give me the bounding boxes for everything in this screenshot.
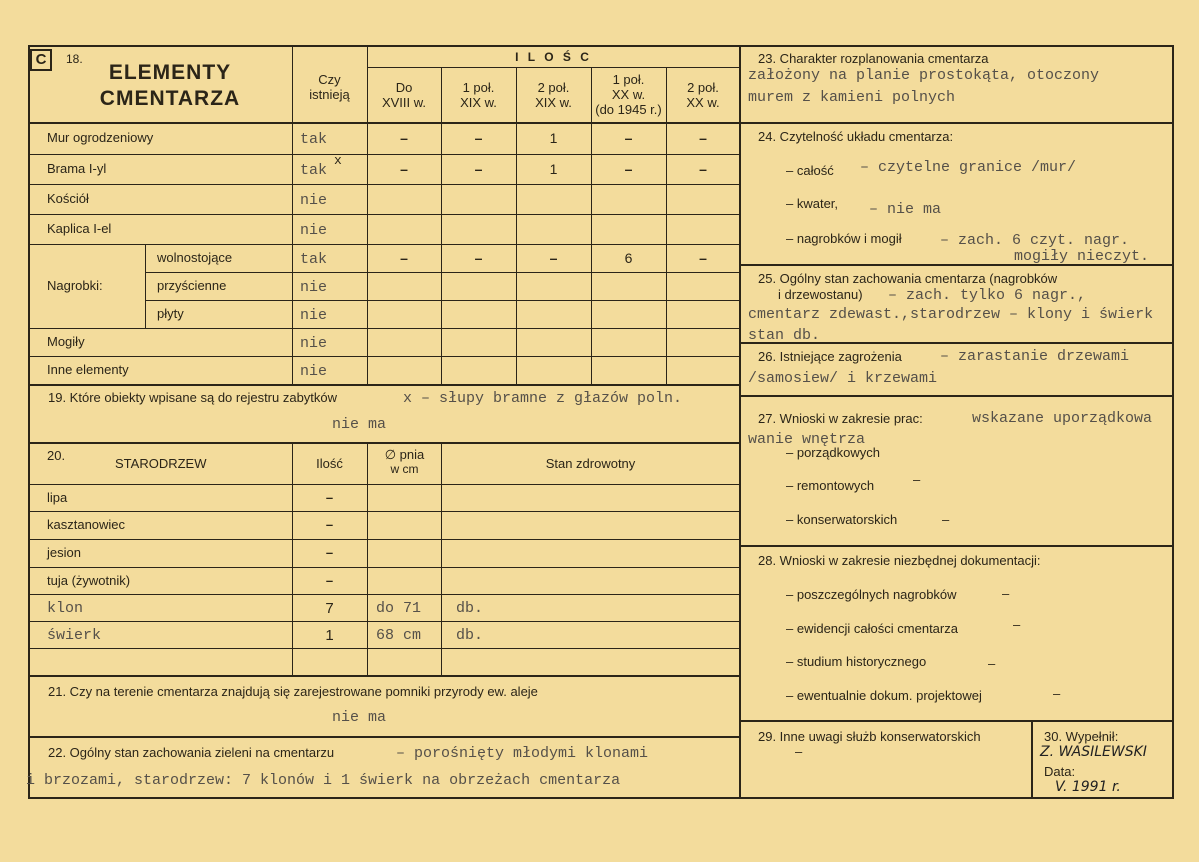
element-exists-value: tak: [300, 131, 328, 148]
tree-name: kasztanowiec: [47, 517, 126, 532]
section-number: 18.: [66, 52, 83, 66]
s26-value2: /samosiew/ i krzewami: [748, 370, 938, 387]
element-period-value: –: [624, 130, 633, 146]
s23-value2: murem z kamieni polnych: [748, 89, 956, 106]
s23-label: 23. Charakter rozplanowania cmentarza: [758, 51, 989, 66]
element-row-label: Brama I-yl: [47, 161, 107, 176]
element-row-label: Inne elementy: [47, 362, 129, 377]
s28-item-3-label: – studium historycznego: [786, 654, 927, 669]
s28-item-4-value: –: [1053, 686, 1061, 701]
s24-item-1-value: – czytelne granice /mur/: [860, 159, 1077, 176]
ilosc-header: I L O Ś C: [515, 50, 592, 64]
nagrobki-group-label: Nagrobki:: [47, 278, 103, 293]
element-row-label: wolnostojące: [157, 250, 233, 265]
s20-col-health: Stan zdrowotny: [545, 456, 636, 471]
element-period-value: 6: [624, 250, 633, 266]
element-exists-value: tak: [300, 162, 328, 179]
brama-mark: x: [334, 153, 342, 168]
s24-item-3-value: – zach. 6 czyt. nagr.: [940, 232, 1130, 249]
s28-label: 28. Wnioski w zakresie niezbędnej dokumentacji:: [758, 553, 1041, 568]
s27-item-3-value: –: [942, 512, 950, 527]
tree-name: lipa: [47, 490, 68, 505]
element-exists-value: nie: [300, 192, 328, 209]
element-period-value: –: [474, 161, 483, 177]
element-row-label: płyty: [157, 306, 184, 321]
s20-col-count: Ilość: [316, 456, 343, 471]
s26-label: 26. Istniejące zagrożenia: [758, 349, 902, 364]
element-period-value: 1: [549, 130, 558, 146]
s28-item-1-label: – poszczególnych nagrobków: [786, 587, 957, 602]
s27-item-2-label: – remontowych: [786, 478, 875, 493]
s24-item-2-label: – kwater,: [786, 196, 839, 211]
element-exists-value: nie: [300, 222, 328, 239]
element-row-label: przyścienne: [157, 278, 227, 293]
s25-value2: cmentarz zdewast.,starodrzew – klony i świerk: [748, 306, 1154, 323]
s27-item-1-label: – porządkowych: [786, 445, 880, 460]
element-period-value: –: [474, 130, 483, 146]
s28-item-4-label: – ewentualnie dokum. projektowej: [786, 688, 982, 703]
s25-label1: 25. Ogólny stan zachowania cmentarza (nagrobków: [758, 271, 1058, 286]
tree-diameter: do 71: [376, 600, 422, 617]
element-period-value: –: [474, 250, 483, 266]
col-exists-header: Czy istnieją: [309, 72, 350, 102]
s19-label: 19. Które obiekty wpisane są do rejestru zabytków: [48, 390, 338, 405]
s23-value1: założony na planie prostokąta, otoczony: [748, 67, 1100, 84]
s28-item-2-label: – ewidencji całości cmentarza: [786, 621, 958, 636]
s24-item-2-value: – nie ma: [869, 201, 942, 218]
col-header-3: 2 poł. XIX w.: [535, 80, 572, 110]
s24-item-3-label: – nagrobków i mogił: [786, 231, 902, 246]
tree-health: db.: [456, 600, 484, 617]
tree-health: db.: [456, 627, 484, 644]
s29-value: –: [795, 744, 803, 759]
element-exists-value: tak: [300, 251, 328, 268]
s27-item-2-value: –: [913, 472, 921, 487]
col-header-1: Do XVIII w.: [381, 80, 427, 110]
element-period-value: –: [699, 130, 707, 146]
tree-diameter: 68 cm: [376, 627, 422, 644]
col-header-5: 2 poł. XX w.: [686, 80, 720, 110]
s25-label2: i drzewostanu): [778, 287, 863, 302]
s27-value2: wanie wnętrza: [748, 431, 866, 448]
tree-count: –: [325, 545, 334, 560]
s24-item-1-label: – całość: [786, 163, 834, 178]
s30-label: 30. Wypełnił:: [1044, 729, 1119, 744]
s22-value2: i brzozami, starodrzew: 7 klonów i 1 świerk na obrzeżach cmentarza: [26, 772, 621, 789]
s28-item-2-value: –: [1013, 617, 1021, 632]
section-badge: C: [30, 49, 52, 71]
s30-name: Z. WASILEWSKI: [1040, 744, 1147, 760]
tree-count: –: [325, 490, 334, 505]
element-exists-value: nie: [300, 307, 328, 324]
tree-count: 1: [325, 627, 334, 644]
element-period-value: –: [400, 161, 408, 177]
s28-item-3-value: –: [988, 656, 996, 671]
element-row-label: Mur ogrodzeniowy: [47, 130, 154, 145]
element-period-value: –: [400, 250, 408, 266]
s21-label: 21. Czy na terenie cmentarza znajdują się zarejestrowane pomniki przyrody ew. aleje: [48, 684, 538, 699]
s30-date: V. 1991 r.: [1055, 779, 1121, 795]
tree-count: 7: [325, 600, 334, 617]
element-row-label: Mogiły: [47, 334, 85, 349]
element-period-value: –: [699, 250, 707, 266]
tree-name: jesion: [47, 545, 81, 560]
element-row-label: Kaplica I-el: [47, 221, 112, 236]
tree-name: klon: [47, 600, 84, 617]
s27-value1: wskazane uporządkowa: [972, 410, 1153, 427]
element-period-value: –: [699, 161, 707, 177]
element-period-value: –: [400, 130, 408, 146]
s27-label: 27. Wnioski w zakresie prac:: [758, 411, 923, 426]
tree-count: –: [325, 573, 334, 588]
col-header-4: 1 poł. XX w. (do 1945 r.): [595, 72, 662, 117]
s25-value3: stan db.: [748, 327, 821, 344]
section-title-line2: CMENTARZA: [99, 87, 241, 110]
section-title-line1: ELEMENTY: [108, 61, 232, 84]
s29-label: 29. Inne uwagi służb konserwatorskich: [758, 729, 981, 744]
element-exists-value: nie: [300, 279, 328, 296]
s22-value1: – porośnięty młodymi klonami: [396, 745, 649, 762]
tree-name: tuja (żywotnik): [47, 573, 131, 588]
element-period-value: 1: [549, 161, 558, 177]
element-period-value: –: [549, 250, 558, 266]
element-exists-value: nie: [300, 363, 328, 380]
col-header-2: 1 poł. XIX w.: [460, 80, 497, 110]
s22-label: 22. Ogólny stan zachowania zieleni na cmentarzu: [48, 745, 335, 760]
s27-item-3-label: – konserwatorskich: [786, 512, 898, 527]
element-row-label: Kościół: [47, 191, 89, 206]
s20-col-diameter: ∅ pnia w cm: [384, 447, 425, 476]
s25-value1: – zach. tylko 6 nagr.,: [888, 287, 1087, 304]
tree-count: –: [325, 517, 334, 532]
s26-value1: – zarastanie drzewami: [940, 348, 1130, 365]
s20-number: 20.: [47, 448, 66, 463]
s28-item-1-value: –: [1002, 586, 1010, 601]
s19-value2: nie ma: [332, 416, 387, 433]
element-exists-value: nie: [300, 335, 328, 352]
s30-date-label: Data:: [1044, 764, 1076, 779]
tree-name: świerk: [47, 627, 102, 644]
s21-value: nie ma: [332, 709, 387, 726]
s24-item-3-value2: mogiły nieczyt.: [1014, 248, 1150, 265]
s19-value1: x – słupy bramne z głazów poln.: [403, 390, 683, 407]
s20-title: STARODRZEW: [115, 456, 207, 471]
element-period-value: –: [624, 161, 633, 177]
s24-label: 24. Czytelność układu cmentarza:: [758, 129, 954, 144]
